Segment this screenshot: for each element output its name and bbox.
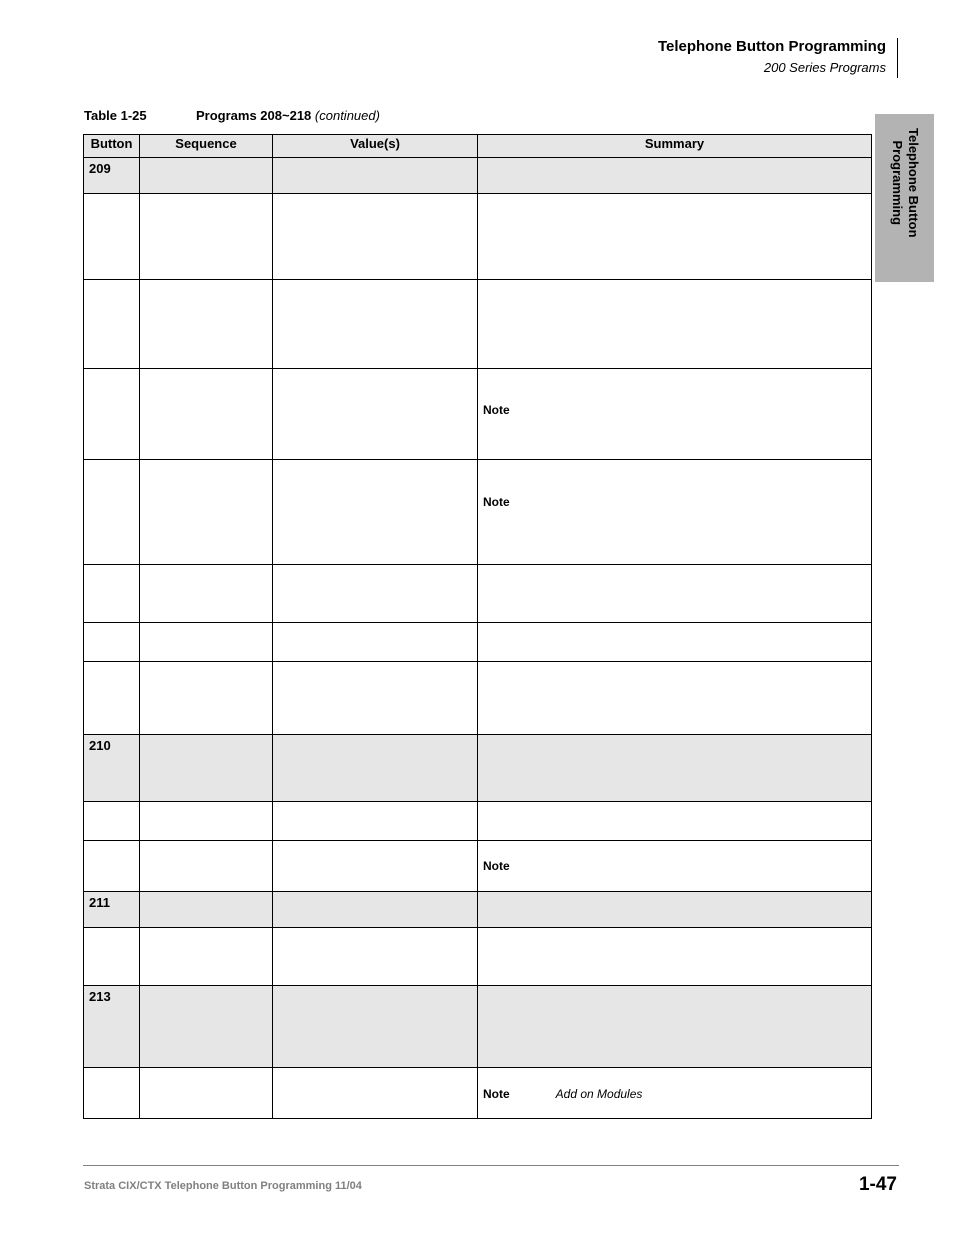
values-cell [273,565,478,623]
sequence-cell [140,369,273,460]
note-label: Note [483,859,510,873]
section-side-tab [875,114,934,282]
summary-cell [478,662,872,735]
table-caption [84,108,380,123]
values-cell [273,735,478,802]
button-cell [84,928,140,986]
summary-cell [478,735,872,802]
sequence-cell [140,623,273,662]
running-header-title: Telephone Button Programming [657,38,886,55]
table-row [84,565,872,623]
summary-cell [478,158,872,194]
values-cell [273,460,478,565]
button-cell [84,623,140,662]
values-cell [273,892,478,928]
summary-cell [478,280,872,369]
sequence-cell [140,194,273,280]
button-cell [84,662,140,735]
sequence-cell [140,662,273,735]
table-row [84,369,872,460]
values-cell [273,194,478,280]
column-header-button: Button [84,135,140,158]
button-cell [84,280,140,369]
side-tab-line-1: Telephone Button [905,128,921,238]
button-cell: 211 [84,892,140,928]
side-tab-line-2: Programming [889,140,905,226]
button-cell [84,565,140,623]
summary-cell [478,369,872,460]
table-row [84,1068,872,1119]
running-header-subtitle: 200 Series Programs [763,60,886,75]
sequence-cell [140,1068,273,1119]
table-row [84,280,872,369]
button-cell [84,194,140,280]
column-header-sequence: Sequence [140,135,273,158]
side-tab-label [889,128,921,238]
summary-cell [478,986,872,1068]
programs-table [83,134,872,1119]
summary-cell [478,194,872,280]
summary-cell [478,565,872,623]
table-number: Table 1-25 [84,108,147,123]
button-cell: 210 [84,735,140,802]
page-number: 1-47 [858,1174,897,1195]
note-label: Note [483,403,510,417]
button-cell: 213 [84,986,140,1068]
footer-document-title: Strata CIX/CTX Telephone Button Programming 11/04 [84,1180,362,1192]
button-cell: 209 [84,158,140,194]
summary-cell [478,841,872,892]
table-row [84,460,872,565]
sequence-cell [140,280,273,369]
table-title [196,108,380,123]
button-cell [84,802,140,841]
values-cell [273,369,478,460]
sequence-cell [140,158,273,194]
values-cell [273,986,478,1068]
table-continued: (continued) [314,108,380,123]
table-row [84,623,872,662]
sequence-cell [140,460,273,565]
sequence-cell [140,841,273,892]
sequence-cell [140,735,273,802]
header-divider [897,38,898,78]
table-title-text: Programs 208~218 [196,108,312,123]
values-cell [273,1068,478,1119]
table-row [84,194,872,280]
summary-cell [478,928,872,986]
sequence-cell [140,565,273,623]
button-cell [84,369,140,460]
note-add-on-modules: Add on Modules [555,1087,643,1101]
button-cell [84,841,140,892]
table-row [84,662,872,735]
button-cell [84,460,140,565]
table-row [84,928,872,986]
table-header-row [84,135,872,158]
table-row [84,802,872,841]
sequence-cell [140,892,273,928]
table-row [84,892,872,928]
column-header-summary: Summary [478,135,872,158]
note-label: Note [483,495,510,509]
summary-cell [478,1068,872,1119]
sequence-cell [140,802,273,841]
values-cell [273,158,478,194]
values-cell [273,802,478,841]
sequence-cell [140,928,273,986]
values-cell [273,280,478,369]
summary-cell [478,802,872,841]
sequence-cell [140,986,273,1068]
values-cell [273,662,478,735]
table-row [84,735,872,802]
summary-cell [478,460,872,565]
footer-divider [83,1165,899,1166]
values-cell [273,623,478,662]
note-label: Note [483,1087,510,1101]
button-cell [84,1068,140,1119]
column-header-values: Value(s) [273,135,478,158]
table-row [84,986,872,1068]
summary-cell [478,623,872,662]
values-cell [273,928,478,986]
table-row [84,841,872,892]
summary-cell [478,892,872,928]
table-row [84,158,872,194]
values-cell [273,841,478,892]
